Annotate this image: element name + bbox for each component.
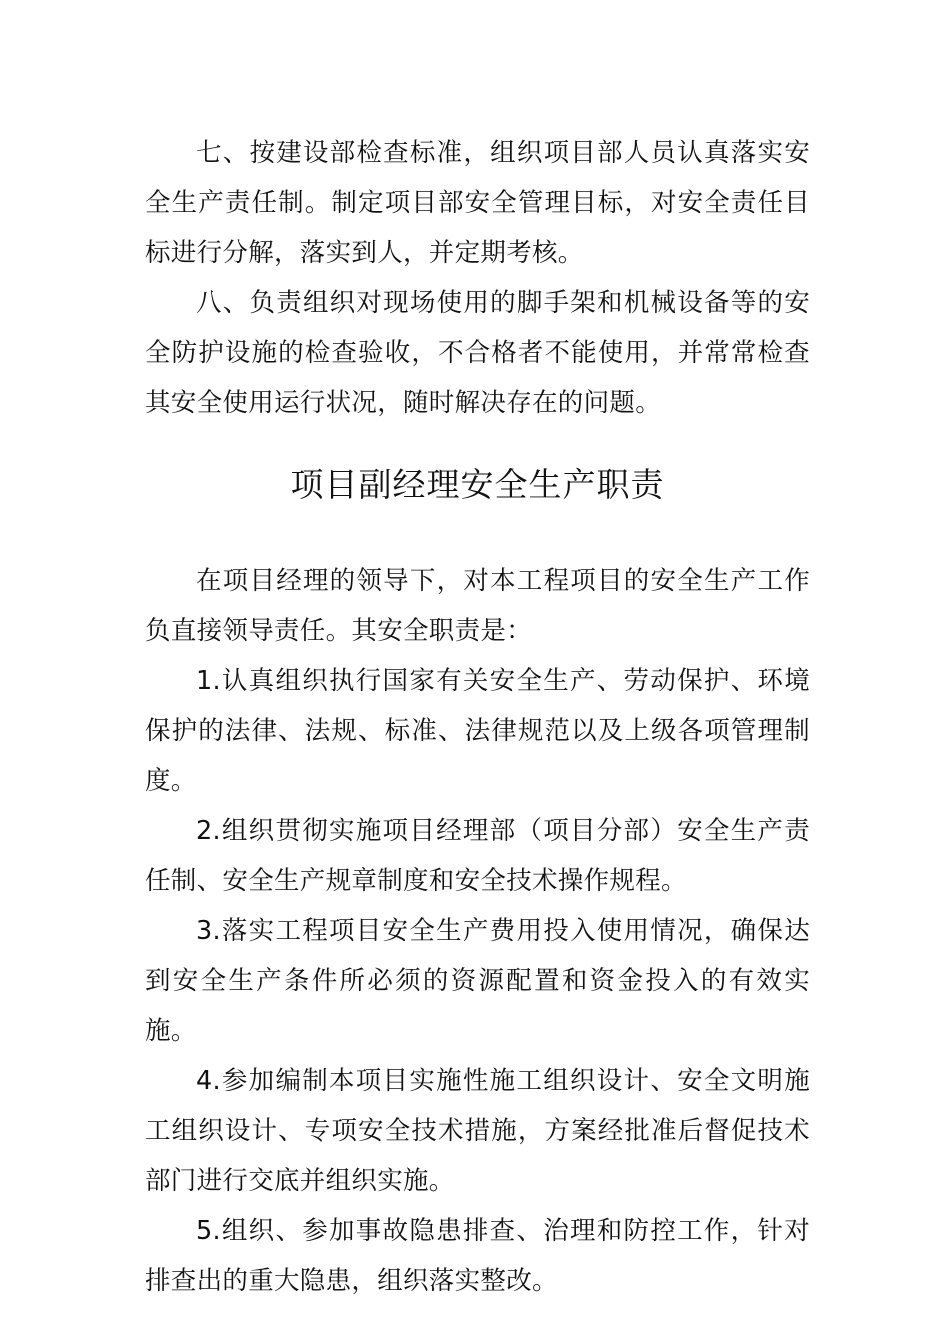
paragraph-duty-4: 4.参加编制本项目实施性施工组织设计、安全文明施工组织设计、专项安全技术措施，方案经批准后督促技术部门进行交底并组织实施。 [145, 1066, 810, 1196]
paragraph-duty-5: 5.组织、参加事故隐患排查、治理和防控工作，针对排查出的重大隐患，组织落实整改。 [145, 1216, 810, 1296]
document-body [145, 128, 810, 1306]
paragraph-duty-2: 2.组织贯彻实施项目经理部（项目分部）安全生产责任制、安全生产规章制度和安全技术操作规程。 [145, 816, 810, 896]
section-title: 项目副经理安全生产职责 [290, 465, 665, 504]
paragraph-intro: 在项目经理的领导下，对本工程项目的安全生产工作负直接领导责任。其安全职责是： [145, 566, 810, 646]
paragraph-item-8: 八、负责组织对现场使用的脚手架和机械设备等的安全防护设施的检查验收，不合格者不能使用，并常常检查其安全使用运行状况，随时解决存在的问题。 [145, 288, 810, 418]
paragraph-duty-3: 3.落实工程项目安全生产费用投入使用情况，确保达到安全生产条件所必须的资源配置和资金投入的有效实施。 [145, 916, 810, 1046]
paragraph-duty-1: 1.认真组织执行国家有关安全生产、劳动保护、环境保护的法律、法规、标准、法律规范以及上级各项管理制度。 [145, 666, 810, 796]
paragraph-item-7: 七、按建设部检查标准，组织项目部人员认真落实安全生产责任制。制定项目部安全管理目标，对安全责任目标进行分解，落实到人，并定期考核。 [145, 138, 810, 268]
